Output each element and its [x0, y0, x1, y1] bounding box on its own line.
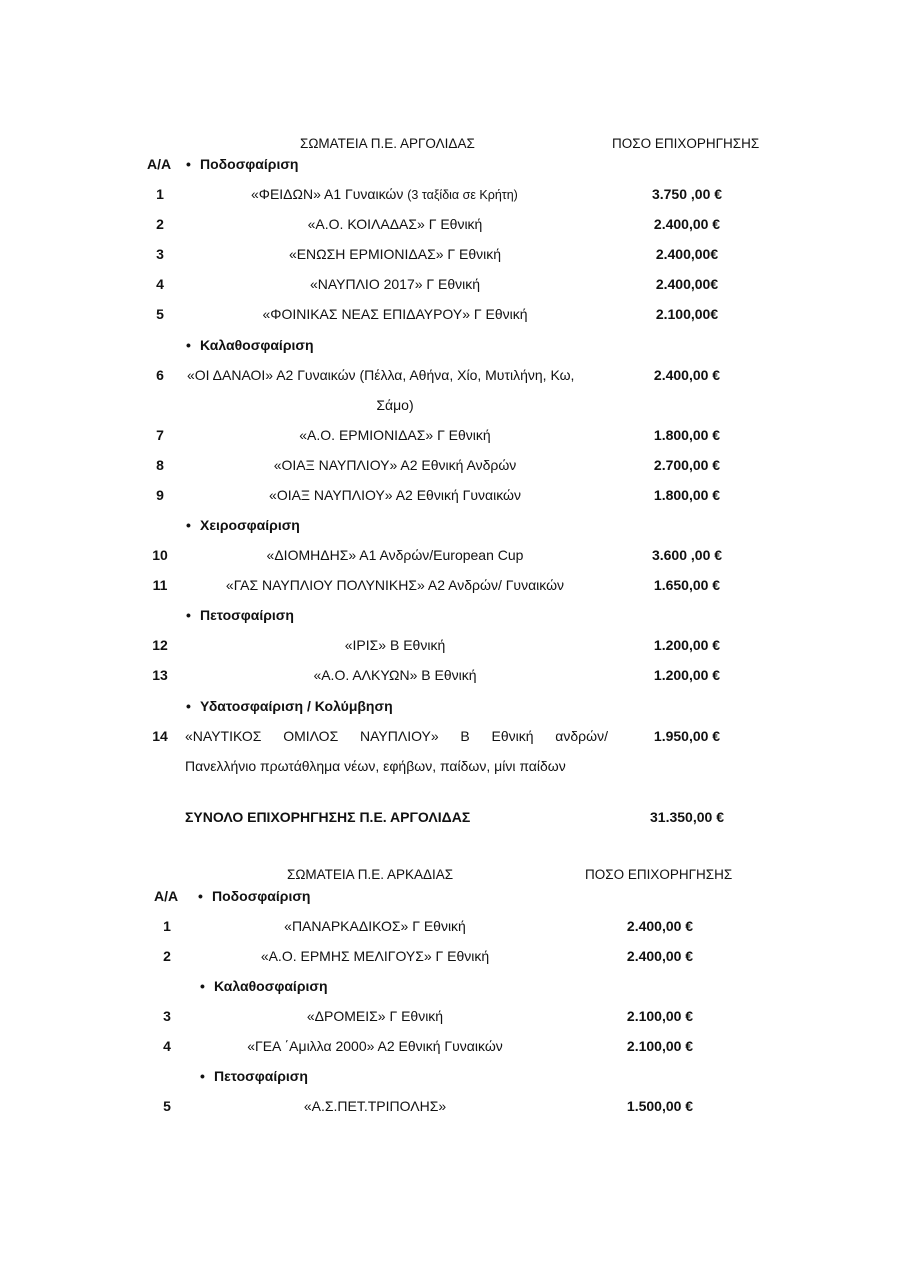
amount: 1.200,00 € [653, 637, 721, 653]
amount: 1.800,00 € [653, 487, 721, 503]
row-number: 5 [156, 306, 164, 322]
amount: 1.200,00 € [653, 667, 721, 683]
team-name: «ΝΑΥΠΛΙΟ 2017» Γ Εθνική [309, 276, 481, 292]
row-number: 6 [156, 367, 164, 383]
arkadia-aa-label: Α/Α [154, 888, 179, 904]
amount: 2.400,00 € [626, 948, 694, 964]
team-name-word: ΝΑΥΠΛΙΟΥ» [359, 728, 439, 744]
category-heading-basketball: • Καλαθοσφαίριση [214, 977, 328, 995]
team-name: «ΙΡΙΣ» Β Εθνική [344, 637, 446, 653]
team-name-continued: Σάμο) [376, 397, 414, 413]
team-name: «ΟΙ ΔΑΝΑΟΙ» Α2 Γυναικών (Πέλλα, Αθήνα, Χίο, Μυτιλήνη, Κω, [187, 367, 575, 383]
argolida-amount-header: ΠΟΣΟ ΕΠΙΧΟΡΗΓΗΣΗΣ [612, 136, 760, 151]
amount: 3.600 ,00 € [651, 547, 723, 563]
row-number: 2 [163, 948, 171, 964]
team-name-continued: Πανελλήνιο πρωτάθλημα νέων, εφήβων, παίδων, μίνι παίδων [185, 758, 566, 774]
category-heading-football: • Ποδοσφαίριση [212, 887, 310, 905]
team-name: «ΔΙΟΜΗΔΗΣ» Α1 Ανδρών/European Cup [266, 547, 524, 563]
row-number: 4 [163, 1038, 171, 1054]
row-number: 1 [156, 186, 164, 202]
row-number: 13 [152, 667, 168, 683]
argolida-aa-label: Α/Α [147, 156, 172, 172]
team-name: «Α.Σ.ΠΕΤ.ΤΡΙΠΟΛΗΣ» [303, 1098, 447, 1114]
team-name: «ΓΑΣ ΝΑΥΠΛΙΟΥ ΠΟΛΥΝΙΚΗΣ» Α2 Ανδρών/ Γυναικών [225, 577, 565, 593]
team-name: «ΟΙΑΞ ΝΑΥΠΛΙΟΥ» Α2 Εθνική Γυναικών [269, 487, 521, 503]
team-name-main: «ΦΕΙΔΩΝ» Α1 Γυναικών [251, 186, 404, 202]
row-number: 7 [156, 427, 164, 443]
amount: 2.100,00 € [626, 1038, 694, 1054]
amount: 1.800,00 € [653, 427, 721, 443]
team-name [185, 727, 608, 745]
team-name: «ΦΟΙΝΙΚΑΣ ΝΕΑΣ ΕΠΙΔΑΥΡΟΥ» Γ Εθνική [262, 306, 528, 322]
team-name-word: «ΝΑΥΤΙΚΟΣ [185, 728, 262, 744]
category-heading-handball: • Χειροσφαίριση [200, 516, 300, 534]
row-number: 3 [163, 1008, 171, 1024]
team-name: «Α.Ο. ΕΡΜΙΟΝΙΔΑΣ» Γ Εθνική [299, 427, 491, 443]
row-number: 1 [163, 918, 171, 934]
amount: 2.100,00€ [655, 306, 719, 322]
amount: 2.400,00€ [655, 246, 719, 262]
amount: 2.400,00 € [653, 367, 721, 383]
amount: 1.650,00 € [653, 577, 721, 593]
team-name [251, 185, 518, 204]
team-name: «ΕΝΩΣΗ ΕΡΜΙΟΝΙΔΑΣ» Γ Εθνική [288, 246, 502, 262]
argolida-total-amount: 31.350,00 € [650, 809, 724, 825]
team-name-word: Εθνική [491, 728, 534, 744]
team-name: «ΠΑΝΑΡΚΑΔΙΚΟΣ» Γ Εθνική [284, 918, 466, 934]
category-heading-volleyball: • Πετοσφαίριση [214, 1067, 308, 1085]
amount: 1.950,00 € [653, 728, 721, 744]
team-name: «Α.Ο. ΚΟΙΛΑΔΑΣ» Γ Εθνική [307, 216, 483, 232]
category-heading-volleyball: • Πετοσφαίριση [200, 606, 294, 624]
team-name-word: ανδρών/ [555, 728, 608, 744]
arkadia-amount-header: ΠΟΣΟ ΕΠΙΧΟΡΗΓΗΣΗΣ [585, 867, 733, 882]
team-note: (3 ταξίδια σε Κρήτη) [407, 188, 518, 202]
argolida-header: ΣΩΜΑΤΕΙΑ Π.Ε. ΑΡΓΟΛΙΔΑΣ [300, 136, 475, 151]
row-number: 3 [156, 246, 164, 262]
arkadia-header: ΣΩΜΑΤΕΙΑ Π.Ε. ΑΡΚΑΔΙΑΣ [287, 867, 454, 882]
team-name: «Α.Ο. ΕΡΜΗΣ ΜΕΛΙΓΟΥΣ» Γ Εθνική [260, 948, 490, 964]
team-name: «ΟΙΑΞ ΝΑΥΠΛΙΟΥ» Α2 Εθνική Ανδρών [273, 457, 517, 473]
row-number: 11 [152, 577, 168, 593]
amount: 2.400,00€ [655, 276, 719, 292]
amount: 3.750 ,00 € [651, 186, 723, 202]
row-number: 10 [152, 547, 168, 563]
category-heading-basketball: • Καλαθοσφαίριση [200, 336, 314, 354]
amount: 1.500,00 € [626, 1098, 694, 1114]
row-number: 5 [163, 1098, 171, 1114]
category-heading-football: • Ποδοσφαίριση [200, 155, 298, 173]
amount: 2.700,00 € [653, 457, 721, 473]
team-name: «ΓΕΑ ΄Αμιλλα 2000» Α2 Εθνική Γυναικών [247, 1038, 503, 1054]
amount: 2.400,00 € [653, 216, 721, 232]
row-number: 2 [156, 216, 164, 232]
amount: 2.100,00 € [626, 1008, 694, 1024]
team-name: «ΔΡΟΜΕΙΣ» Γ Εθνική [306, 1008, 444, 1024]
team-name-word: Β [460, 728, 470, 744]
amount: 2.400,00 € [626, 918, 694, 934]
argolida-total-label: ΣΥΝΟΛΟ ΕΠΙΧΟΡΗΓΗΣΗΣ Π.Ε. ΑΡΓΟΛΙΔΑΣ [185, 809, 471, 825]
category-heading-water-polo-swimming: • Υδατοσφαίριση / Κολύμβηση [200, 697, 393, 715]
team-name: «Α.Ο. ΑΛΚΥΩΝ» Β Εθνική [313, 667, 477, 683]
row-number: 4 [156, 276, 164, 292]
row-number: 14 [152, 728, 168, 744]
row-number: 12 [152, 637, 168, 653]
row-number: 9 [156, 487, 164, 503]
team-name-word: ΟΜΙΛΟΣ [283, 728, 339, 744]
row-number: 8 [156, 457, 164, 473]
